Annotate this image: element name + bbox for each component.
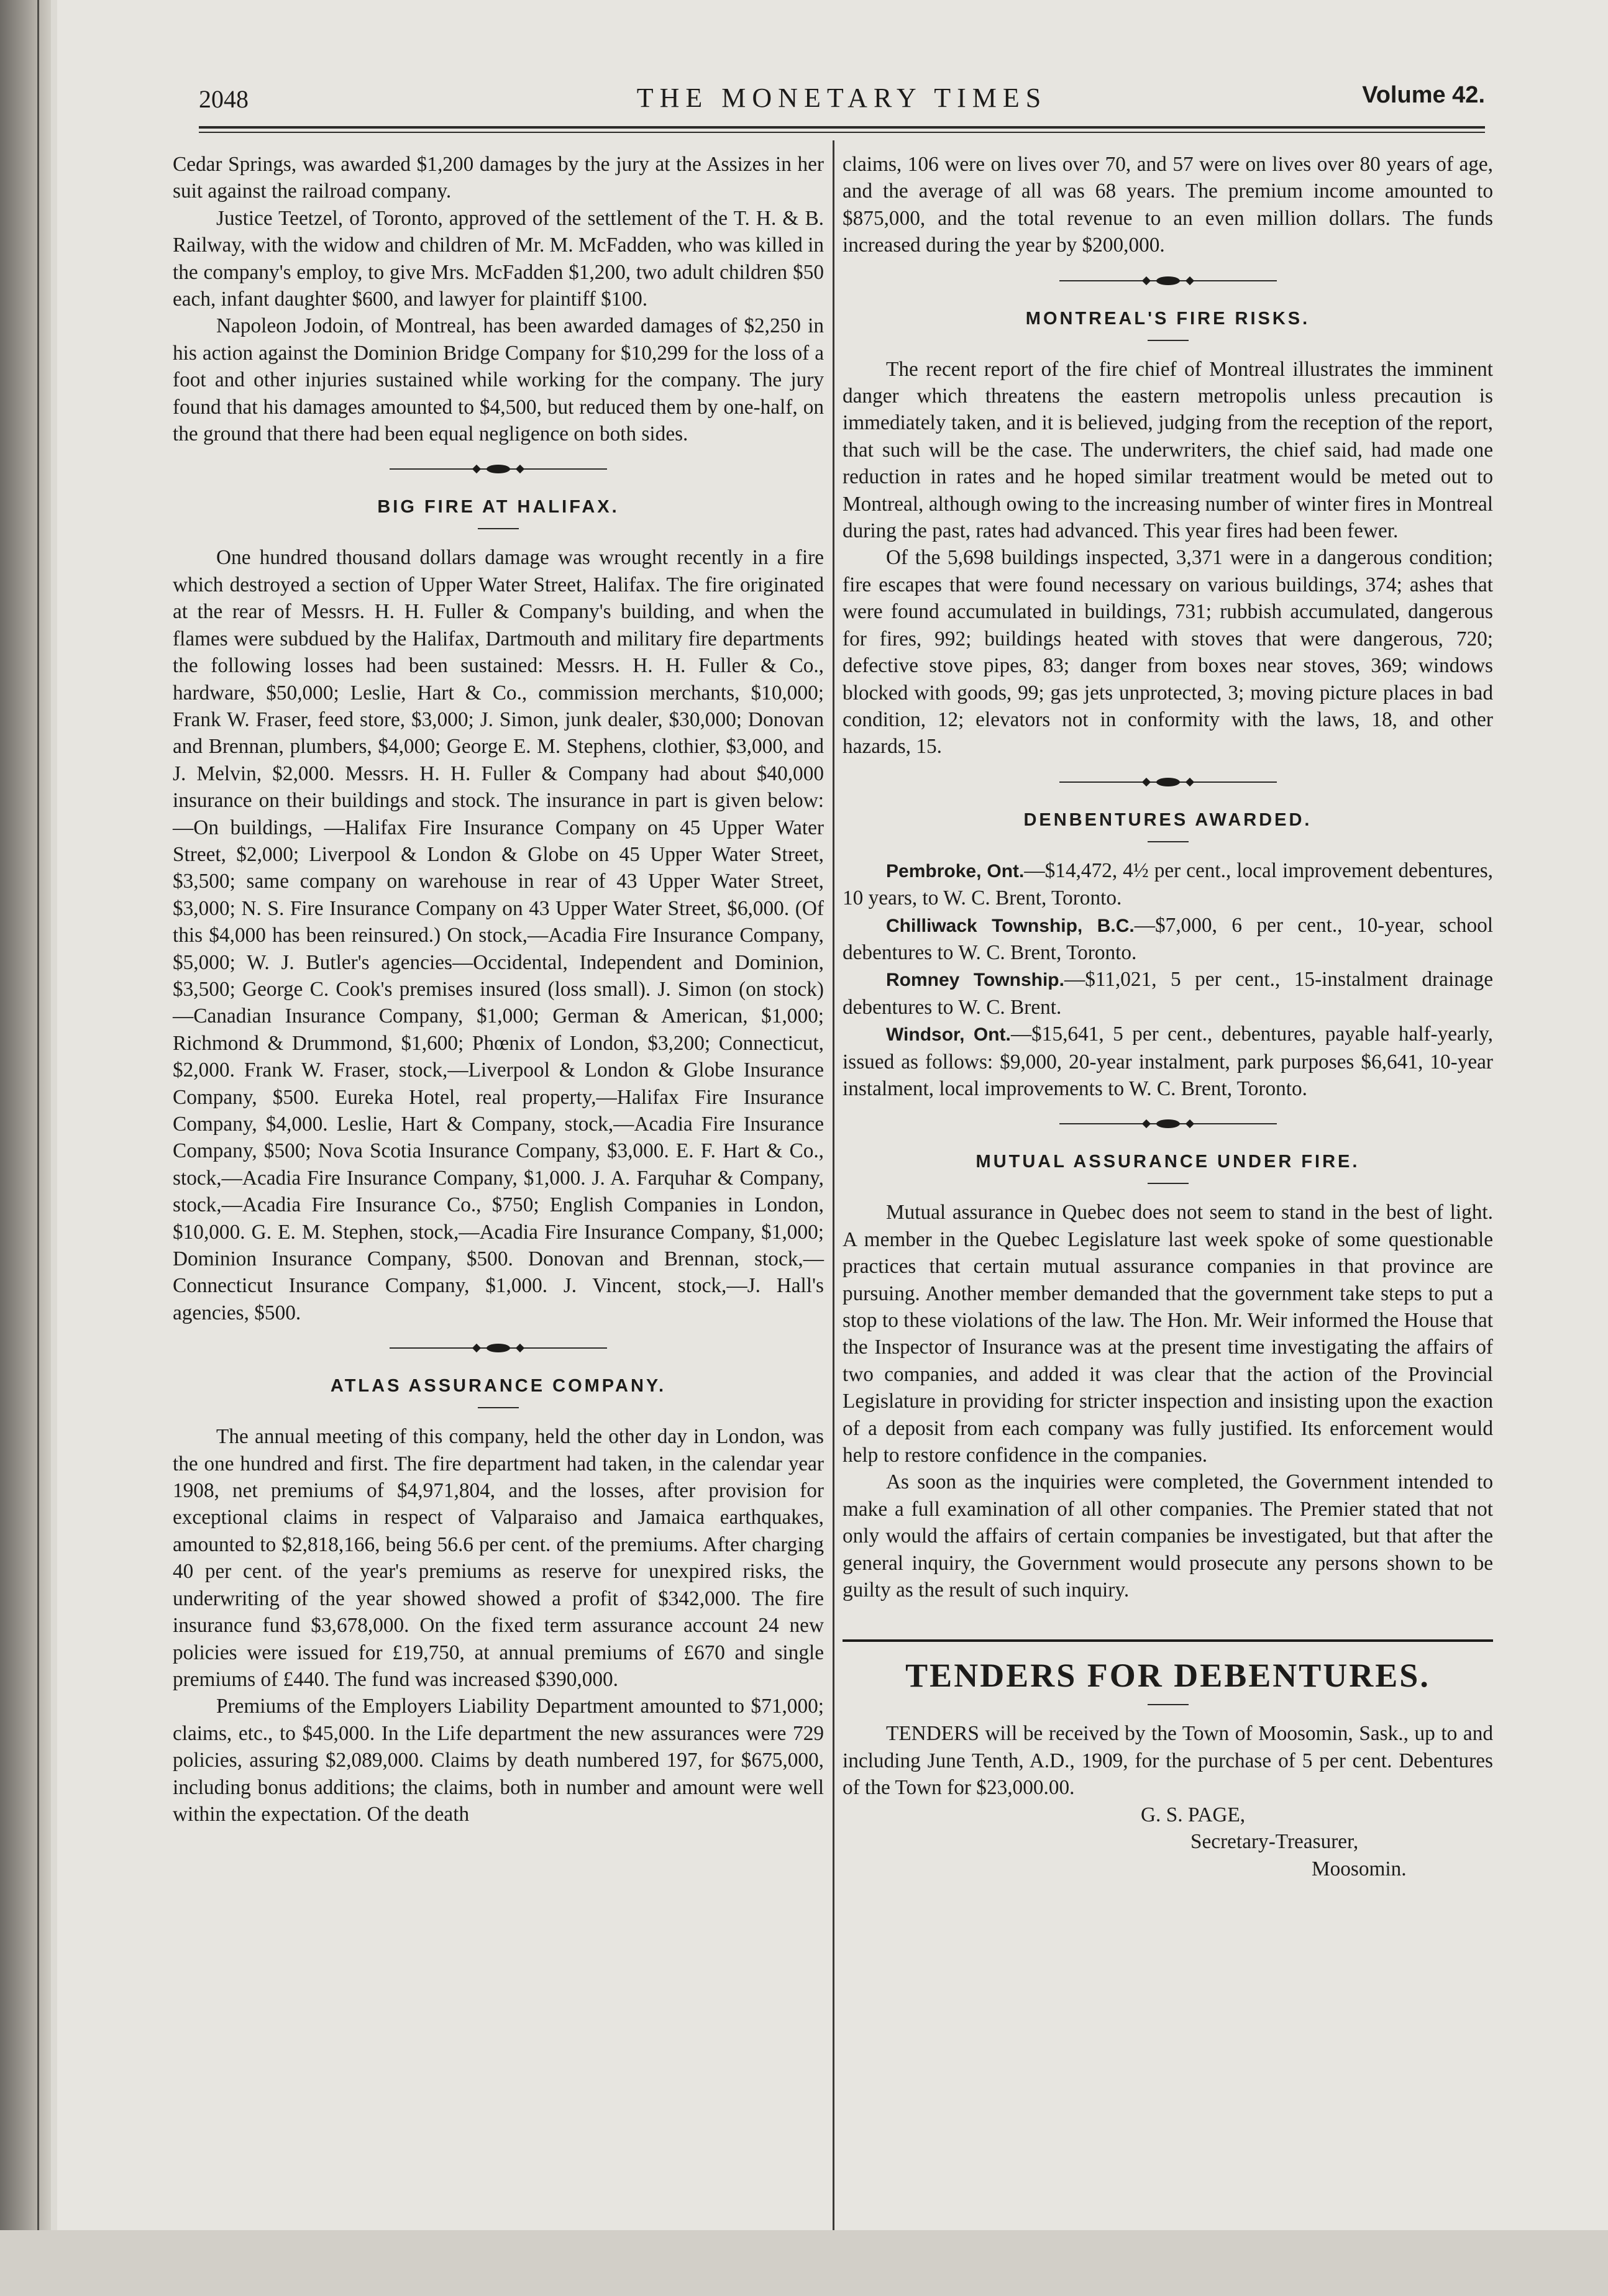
tenders-body: TENDERS will be received by the Town of Moosomin, Sask., up to and including June Tenth, A.D., 1909, for the purchase of 5 per cent. Debentures of the Town for $23,000.00.: [843, 1722, 1493, 1800]
page-number: 2048: [199, 85, 249, 113]
debenture-details: —$15,641, 5 per cent., debentures, payable half-yearly, issued as follows: $9,000, 20-year instalment, park purposes $6,641, 10-year instalment, local improvements to W. C. Brent, Toronto.: [843, 1023, 1493, 1100]
debenture-entry: [843, 857, 1493, 912]
debenture-entry: [843, 1021, 1493, 1102]
left-column: [173, 151, 824, 1828]
scan-bottom-margin: [0, 2230, 1608, 2296]
advertisement-rule: [843, 1639, 1493, 1642]
heading-dash: [1148, 1704, 1189, 1705]
tenders-title: TENDERS FOR DEBENTURES.: [905, 1657, 1430, 1695]
section-ornament: [173, 447, 824, 491]
section-ornament: [843, 1102, 1493, 1146]
debenture-entry: [843, 912, 1493, 967]
heading-mutual-assurance: MUTUAL ASSURANCE UNDER FIRE.: [975, 1152, 1360, 1172]
debenture-town: Chilliwack Township, B.C.: [886, 915, 1135, 936]
journal-title: THE MONETARY TIMES: [636, 83, 1048, 113]
section-ornament: [843, 259, 1493, 303]
heading-halifax-fire: BIG FIRE AT HALIFAX.: [377, 497, 619, 517]
debenture-town: Romney Township.: [886, 970, 1064, 991]
paragraph: Mutual assurance in Quebec does not seem to stand in the best of light. A member in the Quebec Legislature last week spoke of some questionable practices that certain mutual assurance companies in that province are pursuing. Another member demanded that the government take steps to put a stop to these violations of the law. The Hon. Mr. Weir informed the House that the Inspector of Insurance was at the present time investigating the affairs of two companies, and added it was clear that the action of the Provincial Legislature in providing for stricter inspection and insisting upon the exaction of a deposit from each company was fully justified. Its enforcement would help to restore confidence in the companies.: [843, 1201, 1493, 1467]
heading-dash: [478, 1407, 519, 1408]
book-binding-shadow: [0, 0, 51, 2296]
paragraph: Justice Teetzel, of Toronto, approved of the settlement of the T. H. & B. Railway, with the widow and children of Mr. M. McFadden, who was killed in the company's employ, to give Mrs. McFadden $1,200, two adult children $50 each, infant daughter $600, and lawyer for plaintiff $100.: [173, 206, 824, 311]
debenture-entry: [843, 966, 1493, 1021]
column-divider: [833, 140, 834, 2230]
right-column: [843, 151, 1493, 1882]
paragraph: The recent report of the fire chief of Montreal illustrates the imminent danger which threatens the eastern metropolis unless precaution is immediately taken, and it is believed, judging from the reception of the report, that such will be the case. The underwriters, the chief said, had made one reduction in rates and he hoped similar treatment would be meted out to Montreal, although owing to the increasing number of winter fires in Montreal during the past, rates had advanced. This year fires had been fewer.: [843, 357, 1493, 543]
signature-place: Moosomin.: [1312, 1857, 1407, 1880]
debenture-town: Windsor, Ont.: [886, 1024, 1011, 1046]
paragraph: claims, 106 were on lives over 70, and 57 were on lives over 80 years of age, and the average of all was 68 years. The premium income amounted to $875,000, and the total revenue to an even million dollars. The funds increased during the year by $200,000.: [843, 153, 1493, 257]
debenture-town: Pembroke, Ont.: [886, 860, 1025, 882]
heading-montreal-fire-risks: MONTREAL'S FIRE RISKS.: [1025, 308, 1310, 329]
heading-dash: [1148, 841, 1189, 842]
paragraph: As soon as the inquiries were completed, the Government intended to make a full examination of all other companies. The Premier stated that not only would the affairs of certain companies be investigated, but that after the general inquiry, the Government would prosecute any persons shown to be guilty as the result of such inquiry.: [843, 1470, 1493, 1602]
paragraph: One hundred thousand dollars damage was wrought recently in a fire which destroyed a section of Upper Water Street, Halifax. The fire originated at the rear of Messrs. H. H. Fuller & Company's building, and when the flames were subdued by the Halifax, Dartmouth and military fire departments the following losses had been sustained: Messrs. H. H. Fuller & Co., hardware, $50,000; Leslie, Hart & Co., commission merchants, $10,000; Frank W. Fraser, feed store, $3,000; J. Simon, junk dealer, $30,000; Donovan and Brennan, plumbers, $4,000; George E. M. Stephens, clothier, $3,000, and J. Melvin, $2,000. Messrs. H. H. Fuller & Company had about $40,000 insurance on their buildings and stock. The insurance in part is given below:—On buildings, —Halifax Fire Insurance Company on 45 Upper Water Street, $2,000; Liverpool & London & Globe on 45 Upper Water Street, $3,500; same company on warehouse in rear of 43 Upper Water Street, $3,000; N. S. Fire Insurance Company on 43 Upper Water Street, $6,000. (Of this $4,000 has been reinsured.) On stock,—Acadia Fire Insurance Company, $5,000; W. J. Butler's agencies—Occidental, Independent and Dominion, $3,500; George C. Cook's premises insured (loss small). J. Simon (on stock)—Canadian Insurance Company, $1,000; German & American, $1,000; Richmond & Drummond, $1,600; Phœnix of London, $3,200; Connecticut, $2,000. Frank W. Fraser, stock,—Liverpool & London & Globe Insurance Company, $500. Eureka Hotel, real property,—Halifax Fire Insurance Company, $4,000. Leslie, Hart & Company, stock,—Acadia Fire Insurance Company, $500; Nova Scotia Insurance Company, $3,000. E. F. Hart & Co., stock,—Acadia Fire Insurance Company, $1,000. J. A. Farquhar & Company, stock,—Acadia Fire Insurance Co., $750; English Companies in London, $10,000. G. E. M. Stephen, stock,—Acadia Fire Insurance Company, $1,000; Dominion Insurance Company, $500. Donovan and Brennan, stock,—Connecticut Insurance Company, $1,000. J. Vincent, stock,—J. Hall's agencies, $500.: [173, 546, 824, 1324]
section-ornament: [173, 1326, 824, 1370]
signature-title: Secretary-Treasurer,: [1190, 1830, 1359, 1854]
page-header: [199, 80, 1485, 117]
paragraph: The annual meeting of this company, held the other day in London, was the one hundred and first. The fire department had taken, in the calendar year 1908, net premiums of $4,971,804, and the losses, after provision for exceptional claims in respect of Valparaiso and Jamaica earthquakes, amounted to $2,818,166, being 56.6 per cent. of the premiums. After charging 40 per cent. of the year's premiums as reserve for unexpired risks, the underwriting of the year showed showed a profit of $342,000. The fire insurance fund $3,678,000. On the fixed term assurance account 24 new policies were issued for £19,750, at annual premiums of £670 and single premiums of £440. The fund was increased $390,000.: [173, 1425, 824, 1691]
heading-dash: [478, 528, 519, 529]
paragraph: Napoleon Jodoin, of Montreal, has been awarded damages of $2,250 in his action against the Dominion Bridge Company for $10,299 for the loss of a foot and other injuries sustained while working for the company. The jury found that his damages amounted to $4,500, but reduced them by one-half, on the ground that there had been equal negligence on both sides.: [173, 314, 824, 446]
heading-dash: [1148, 1183, 1189, 1184]
heading-dash: [1148, 340, 1189, 341]
paragraph: Cedar Springs, was awarded $1,200 damages by the jury at the Assizes in her suit against the railroad company.: [173, 153, 824, 203]
debenture-details: —$11,021, 5 per cent., 15-instalment drainage debentures to W. C. Brent.: [843, 968, 1493, 1019]
section-ornament: [843, 760, 1493, 804]
binding-edge: [37, 0, 39, 2296]
paragraph: Premiums of the Employers Liability Department amounted to $71,000; claims, etc., to $45,000. In the Life department the new assurances were 729 policies, assuring $2,089,000. Claims by death numbered 197, for $675,000, including bonus additions; the claims, both in number and amount were well within the expectation. Of the death: [173, 1695, 824, 1826]
debenture-details: —$7,000, 6 per cent., 10-year, school debentures to W. C. Brent, Toronto.: [843, 913, 1493, 964]
volume-label: Volume 42.: [1362, 82, 1485, 108]
paragraph: Of the 5,698 buildings inspected, 3,371 were in a dangerous condition; fire escapes that were found necessary on various buildings, 374; ashes that were found accumulated in buildings, 731; rubbish accumulated, dangerous for fires, 992; buildings heated with stoves that were dangerous, 720; defective stove pipes, 83; danger from boxes near stoves, 369; windows blocked with goods, 99; gas jets unprotected, 3; moving picture places in bad condition, 12; elevators not in conformity with the laws, 18, and other hazards, 15.: [843, 546, 1493, 758]
header-rule-thin: [199, 132, 1485, 133]
heading-atlas-assurance: ATLAS ASSURANCE COMPANY.: [330, 1376, 667, 1396]
debenture-details: —$14,472, 4½ per cent., local improvement debentures, 10 years, to W. C. Brent, Toronto.: [843, 859, 1493, 910]
signature-name: G. S. PAGE,: [1141, 1803, 1246, 1826]
heading-debentures-awarded: DENBENTURES AWARDED.: [1023, 809, 1312, 830]
header-rule-thick: [199, 126, 1485, 129]
